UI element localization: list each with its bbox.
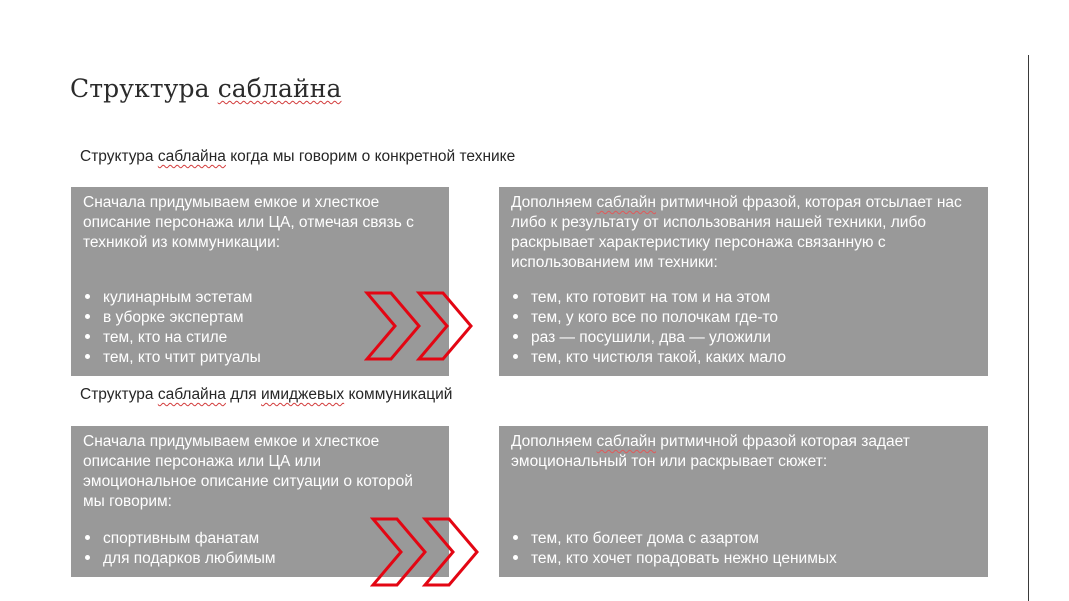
list-item: тем, кто готовит на том и на этом [511, 288, 786, 308]
section1-heading [80, 148, 515, 166]
list-item: тем, кто чистюля такой, каких мало [511, 348, 786, 368]
section2-left-list [83, 529, 276, 569]
slide-title [70, 74, 341, 103]
section2-heading-mid: для [225, 386, 262, 403]
section1-heading-pre: Структура [80, 148, 158, 165]
vertical-divider [1028, 55, 1029, 601]
list-item: тем, кто болеет дома с азартом [511, 529, 837, 549]
section2-right-description-marked: саблайн [596, 433, 656, 450]
section1-left-list [83, 288, 261, 368]
list-item: тем, кто на стиле [83, 328, 261, 348]
chevron-right-icon [419, 293, 471, 359]
section2-right-description [511, 432, 976, 472]
section2-heading-marked2: имиджевых [261, 386, 345, 403]
section1-right-box [499, 187, 988, 376]
double-chevron-right-icon [370, 514, 488, 590]
section2-heading-post: коммуникаций [344, 386, 453, 403]
list-item: кулинарным эстетам [83, 288, 261, 308]
section1-heading-marked: саблайна [157, 148, 226, 165]
list-item: раз — посушили, два — уложили [511, 328, 786, 348]
section2-right-box [499, 426, 988, 577]
section2-heading-marked: саблайна [157, 386, 226, 403]
list-item: для подарков любимым [83, 549, 276, 569]
section1-heading-post: когда мы говорим о конкретной технике [225, 148, 516, 165]
section2-right-description-post: ритмичной фразой которая задает эмоциональный тон или раскрывает сюжет: [511, 433, 910, 470]
section1-right-list [511, 288, 786, 368]
section1-right-description [511, 193, 976, 273]
section1-right-description-marked: саблайн [596, 194, 656, 211]
section1-right-description-pre: Дополняем [511, 194, 597, 211]
list-item: в уборке экспертам [83, 308, 261, 328]
section2-heading-pre: Структура [80, 386, 158, 403]
chevron-right-icon [373, 519, 425, 585]
section2-right-list [511, 529, 837, 569]
slide-title-text: Структура [70, 74, 218, 103]
section1-left-description: Сначала придумываем емкое и хлесткое описание персонажа или ЦА, отмечая связь с техникой из коммуникации: [83, 194, 414, 251]
double-chevron-right-icon [364, 288, 482, 364]
list-item: тем, кто чтит ритуалы [83, 348, 261, 368]
section1-right-description-post: ритмичной фразой, которая отсылает нас либо к результату от использования нашей техники, либо раскрывает характеристику персонажа связанную с использованием им техники: [511, 194, 962, 271]
section2-heading [80, 386, 452, 404]
list-item: спортивным фанатам [83, 529, 276, 549]
slide-title-marked-word: саблайна [217, 74, 342, 103]
chevron-right-icon [425, 519, 477, 585]
list-item: тем, у кого все по полочкам где-то [511, 308, 786, 328]
section2-right-description-pre: Дополняем [511, 433, 597, 450]
chevron-right-icon [367, 293, 419, 359]
list-item: тем, кто хочет порадовать нежно ценимых [511, 549, 837, 569]
section2-left-description: Сначала придумываем емкое и хлесткое описание персонажа или ЦА или эмоциональное описание ситуации о которой мы говорим: [83, 433, 413, 510]
